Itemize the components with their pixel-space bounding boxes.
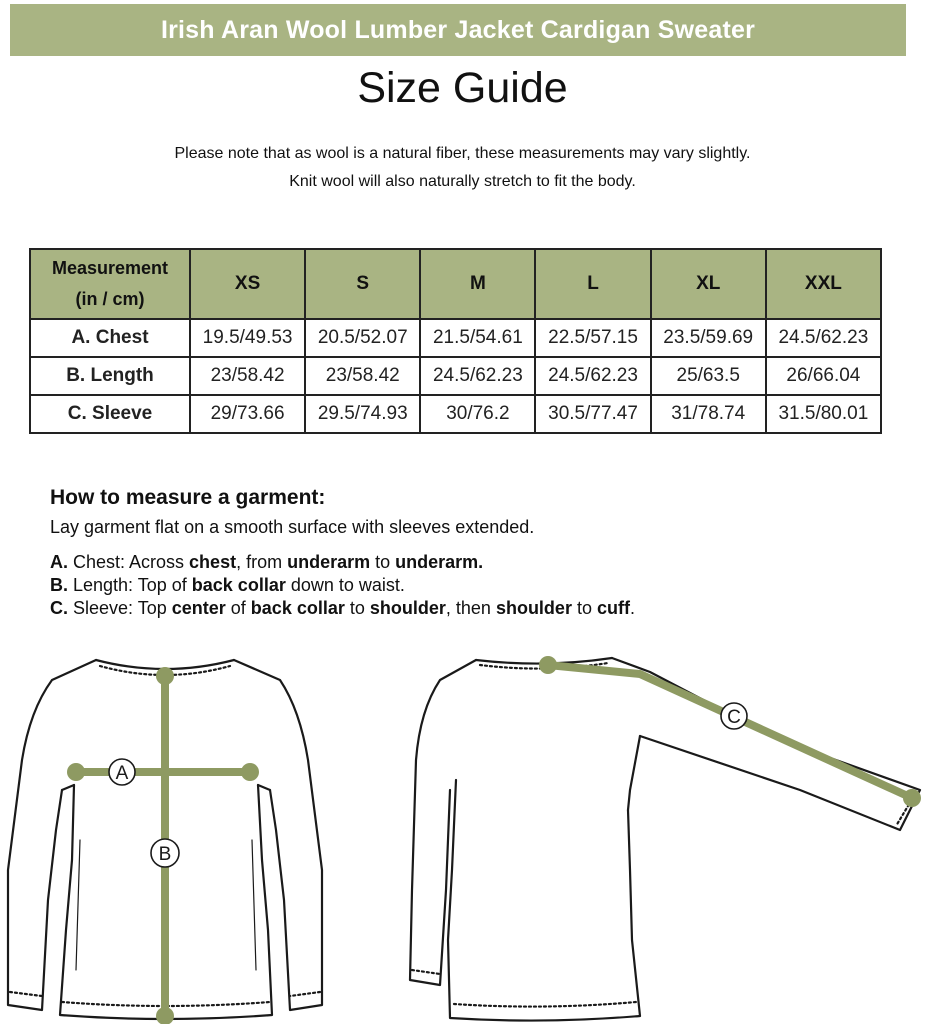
table-cell: 24.5/62.23 <box>420 357 535 395</box>
table-cell: 29.5/74.93 <box>305 395 420 433</box>
table-row-length <box>30 357 881 395</box>
sleeve-point-cuff <box>903 789 921 807</box>
table-cell: 19.5/49.53 <box>190 319 305 357</box>
table-cell: 29/73.66 <box>190 395 305 433</box>
table-cell: 26/66.04 <box>766 357 881 395</box>
table-cell: 20.5/52.07 <box>305 319 420 357</box>
table-cell: 31/78.74 <box>651 395 766 433</box>
table-cell: 24.5/62.23 <box>535 357 650 395</box>
row-label-chest: A. Chest <box>30 319 190 357</box>
size-header-xs: XS <box>190 249 305 319</box>
table-cell: 31.5/80.01 <box>766 395 881 433</box>
table-cell: 23.5/59.69 <box>651 319 766 357</box>
table-row-chest <box>30 319 881 357</box>
table-cell: 30/76.2 <box>420 395 535 433</box>
table-row-sleeve <box>30 395 881 433</box>
table-cell: 30.5/77.47 <box>535 395 650 433</box>
size-header-l: L <box>535 249 650 319</box>
size-header-xxl: XXL <box>766 249 881 319</box>
table-cell: 25/63.5 <box>651 357 766 395</box>
measurement-header <box>30 249 190 319</box>
note-line-1: Please note that as wool is a natural fiber, these measurements may vary slightly. <box>174 145 751 162</box>
note-line-2: Knit wool will also naturally stretch to fit the body. <box>289 173 636 190</box>
length-point-bottom <box>156 1007 174 1024</box>
row-label-length: B. Length <box>30 357 190 395</box>
measure-points-back <box>539 656 921 807</box>
label-b-marker <box>151 839 179 867</box>
chest-point-left <box>67 763 85 781</box>
row-label-sleeve: C. Sleeve <box>30 395 190 433</box>
measure-lines-back <box>548 665 912 798</box>
table-cell: 23/58.42 <box>190 357 305 395</box>
length-point-top <box>156 667 174 685</box>
how-to-measure-intro: Lay garment flat on a smooth surface with sleeves extended. <box>50 517 535 537</box>
size-header-m: M <box>420 249 535 319</box>
instruction-length: B. Length: Top of back collar down to waist. <box>50 575 405 595</box>
garment-diagram <box>0 640 925 1024</box>
how-to-measure-section <box>50 486 910 620</box>
back-garment-outline <box>410 658 920 1021</box>
measurement-header-line2: (in / cm) <box>75 289 145 309</box>
measurement-header-line1: Measurement <box>51 258 169 278</box>
table-cell: 22.5/57.15 <box>535 319 650 357</box>
label-b: B <box>158 844 172 865</box>
chest-point-right <box>241 763 259 781</box>
instruction-sleeve: C. Sleeve: Top center of back collar to shoulder, then shoulder to cuff. <box>50 598 635 618</box>
size-table <box>29 248 882 434</box>
banner-title: Irish Aran Wool Lumber Jacket Cardigan Sweater <box>160 15 756 44</box>
table-cell: 23/58.42 <box>305 357 420 395</box>
label-a-marker <box>109 759 135 785</box>
label-c: C <box>727 707 741 728</box>
instruction-chest: A. Chest: Across chest, from underarm to underarm. <box>50 552 484 572</box>
sleeve-measure-line <box>548 665 912 798</box>
page-title: Size Guide <box>357 64 568 112</box>
sleeve-point-collar <box>539 656 557 674</box>
title-banner <box>10 4 906 56</box>
size-header-xl: XL <box>651 249 766 319</box>
size-header-s: S <box>305 249 420 319</box>
label-c-marker <box>721 703 747 729</box>
how-to-measure-title: How to measure a garment: <box>50 486 326 509</box>
size-table-header-row <box>30 249 881 319</box>
table-cell: 24.5/62.23 <box>766 319 881 357</box>
label-a: A <box>115 763 129 784</box>
table-cell: 21.5/54.61 <box>420 319 535 357</box>
